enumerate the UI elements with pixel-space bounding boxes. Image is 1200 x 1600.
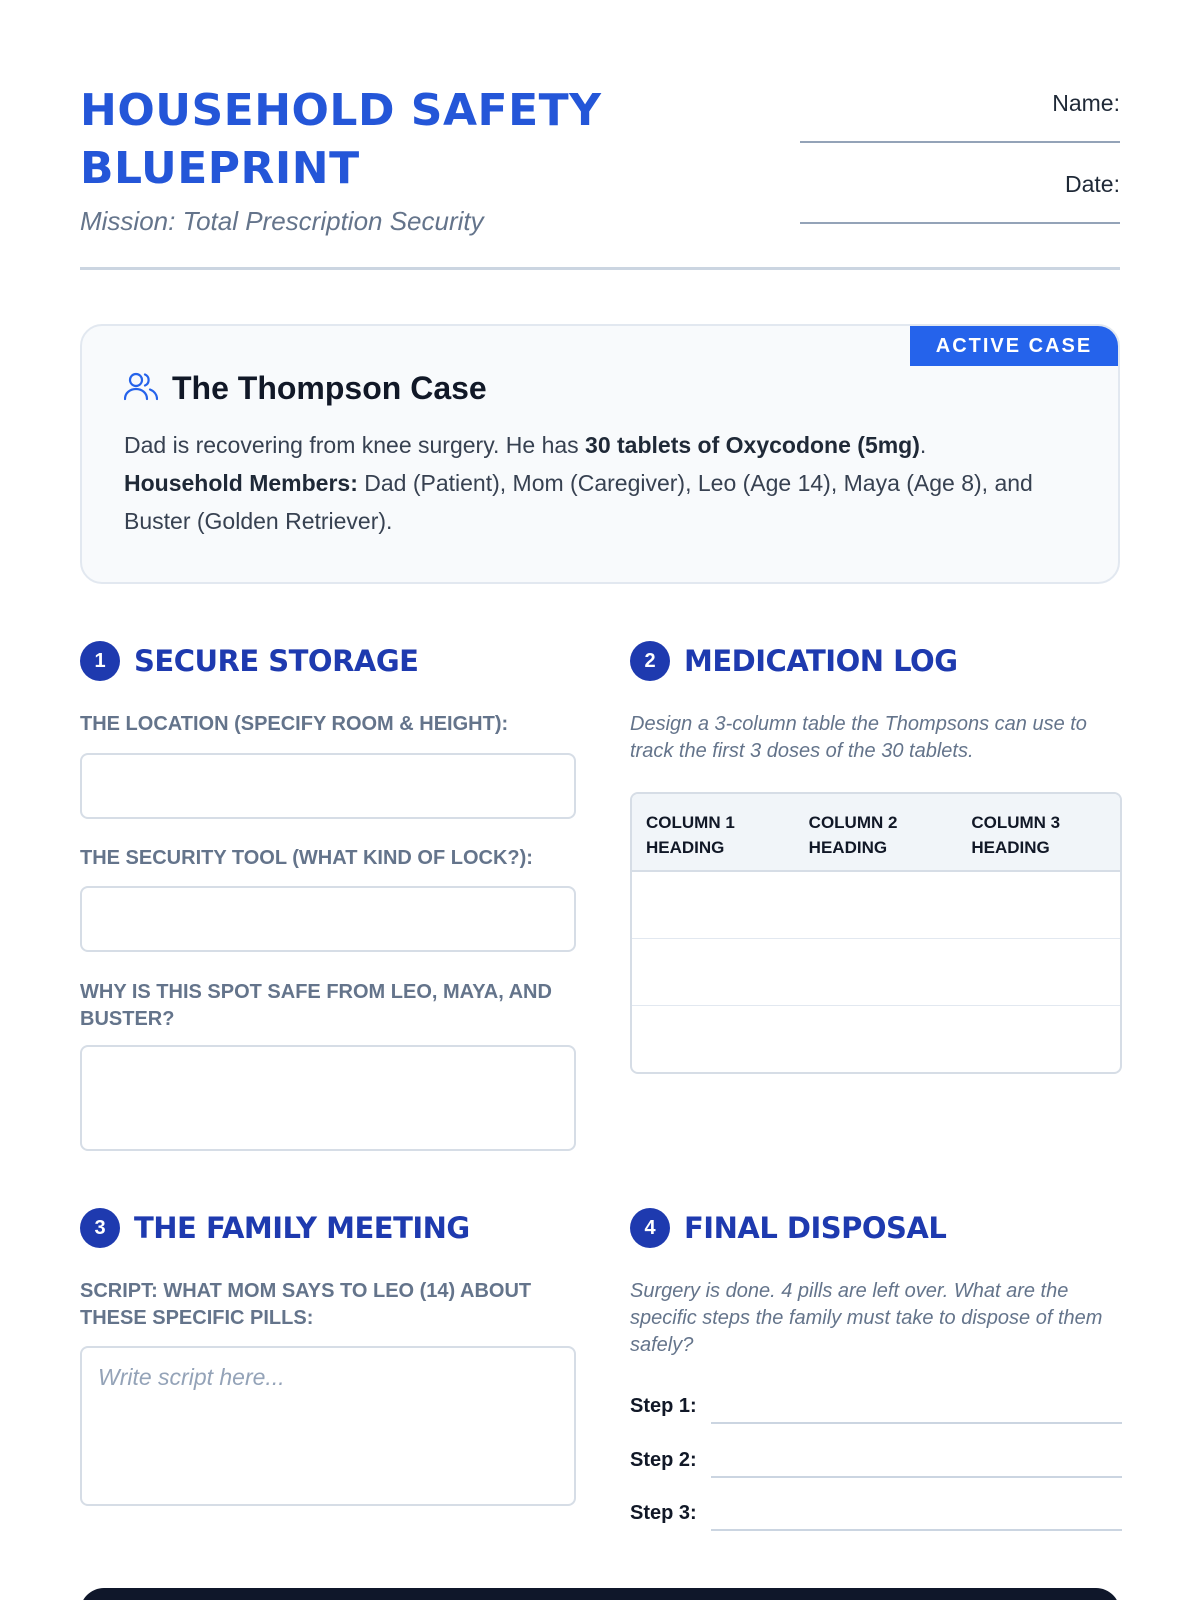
case-title-row (124, 370, 487, 407)
step-label: Step 1: (630, 1395, 697, 1417)
section-family-meeting (80, 1208, 470, 1248)
case-line-end: . (919, 432, 927, 458)
location-input[interactable] (80, 753, 576, 819)
section-number: 2 (630, 641, 670, 681)
step-label: Step 3: (630, 1502, 697, 1524)
members-label: Household Members: (124, 470, 358, 496)
date-label: Date: (1065, 171, 1120, 197)
script-label: SCRIPT: WHAT MOM SAYS TO LEO (14) ABOUT THESE SPECIFIC PILLS: (80, 1280, 532, 1329)
mission-subtitle: Mission: Total Prescription Security (80, 206, 484, 236)
table-header (632, 794, 1120, 872)
members-text: Dad (Patient), Mom (Caregiver), Leo (Age 14), Maya (Age 8), and Buster (Golden Retriever). (124, 470, 1033, 534)
column-heading-3[interactable]: COLUMN 3 HEADING (971, 813, 1061, 857)
why-safe-input[interactable] (80, 1045, 576, 1151)
location-label: THE LOCATION (SPECIFY ROOM & HEIGHT): (80, 713, 509, 735)
column-heading-1[interactable]: COLUMN 1 HEADING (646, 813, 735, 857)
section-title: THE FAMILY MEETING (134, 1211, 470, 1245)
section-title: MEDICATION LOG (684, 644, 958, 678)
script-placeholder: Write script here... (98, 1364, 285, 1390)
header-divider (80, 267, 1120, 270)
step-1-field[interactable] (630, 1395, 1122, 1424)
section-number: 3 (80, 1208, 120, 1248)
column-heading-2[interactable]: COLUMN 2 HEADING (808, 813, 898, 857)
case-line-intro: Dad is recovering from knee surgery. He has (124, 432, 586, 458)
why-safe-label: WHY IS THIS SPOT SAFE FROM LEO, MAYA, AND BUSTER? (80, 981, 552, 1030)
case-title: The Thompson Case (172, 370, 487, 406)
case-medication: 30 tablets of Oxycodone (5mg) (585, 432, 920, 458)
table-row[interactable] (632, 872, 1120, 939)
step-label: Step 2: (630, 1449, 697, 1471)
name-date-block (800, 90, 1120, 252)
name-field[interactable] (800, 90, 1120, 143)
step-line (711, 1476, 1122, 1478)
case-description (124, 426, 1084, 540)
date-field[interactable] (800, 171, 1120, 224)
section-title: SECURE STORAGE (134, 644, 419, 678)
active-case-badge: ACTIVE CASE (910, 326, 1118, 366)
section-number: 1 (80, 641, 120, 681)
step-2-field[interactable] (630, 1449, 1122, 1478)
table-row[interactable] (632, 939, 1120, 1006)
section-medication-log (630, 641, 958, 681)
section-secure-storage (80, 641, 418, 681)
security-tool-label: THE SECURITY TOOL (WHAT KIND OF LOCK?): (80, 847, 533, 869)
section-final-disposal (630, 1208, 946, 1248)
section-number: 4 (630, 1208, 670, 1248)
footer-bar (80, 1588, 1120, 1600)
medication-log-table (630, 792, 1122, 1074)
page-title: HOUSEHOLD SAFETY BLUEPRINT (80, 85, 602, 194)
step-line (711, 1422, 1122, 1424)
worksheet-header (80, 82, 1120, 237)
disposal-hint: Surgery is done. 4 pills are left over. What are the specific steps the family must take to dispose of them safely? (630, 1280, 1103, 1356)
script-textarea[interactable] (80, 1346, 576, 1506)
medication-log-hint: Design a 3-column table the Thompsons can use to track the first 3 doses of the 30 tablets. (630, 713, 1087, 762)
step-3-field[interactable] (630, 1502, 1122, 1531)
users-icon (124, 371, 158, 406)
step-line (711, 1529, 1122, 1531)
table-row[interactable] (632, 1006, 1120, 1073)
security-tool-input[interactable] (80, 886, 576, 952)
case-card (80, 324, 1120, 584)
name-label: Name: (1052, 90, 1120, 116)
section-title: FINAL DISPOSAL (684, 1211, 947, 1245)
